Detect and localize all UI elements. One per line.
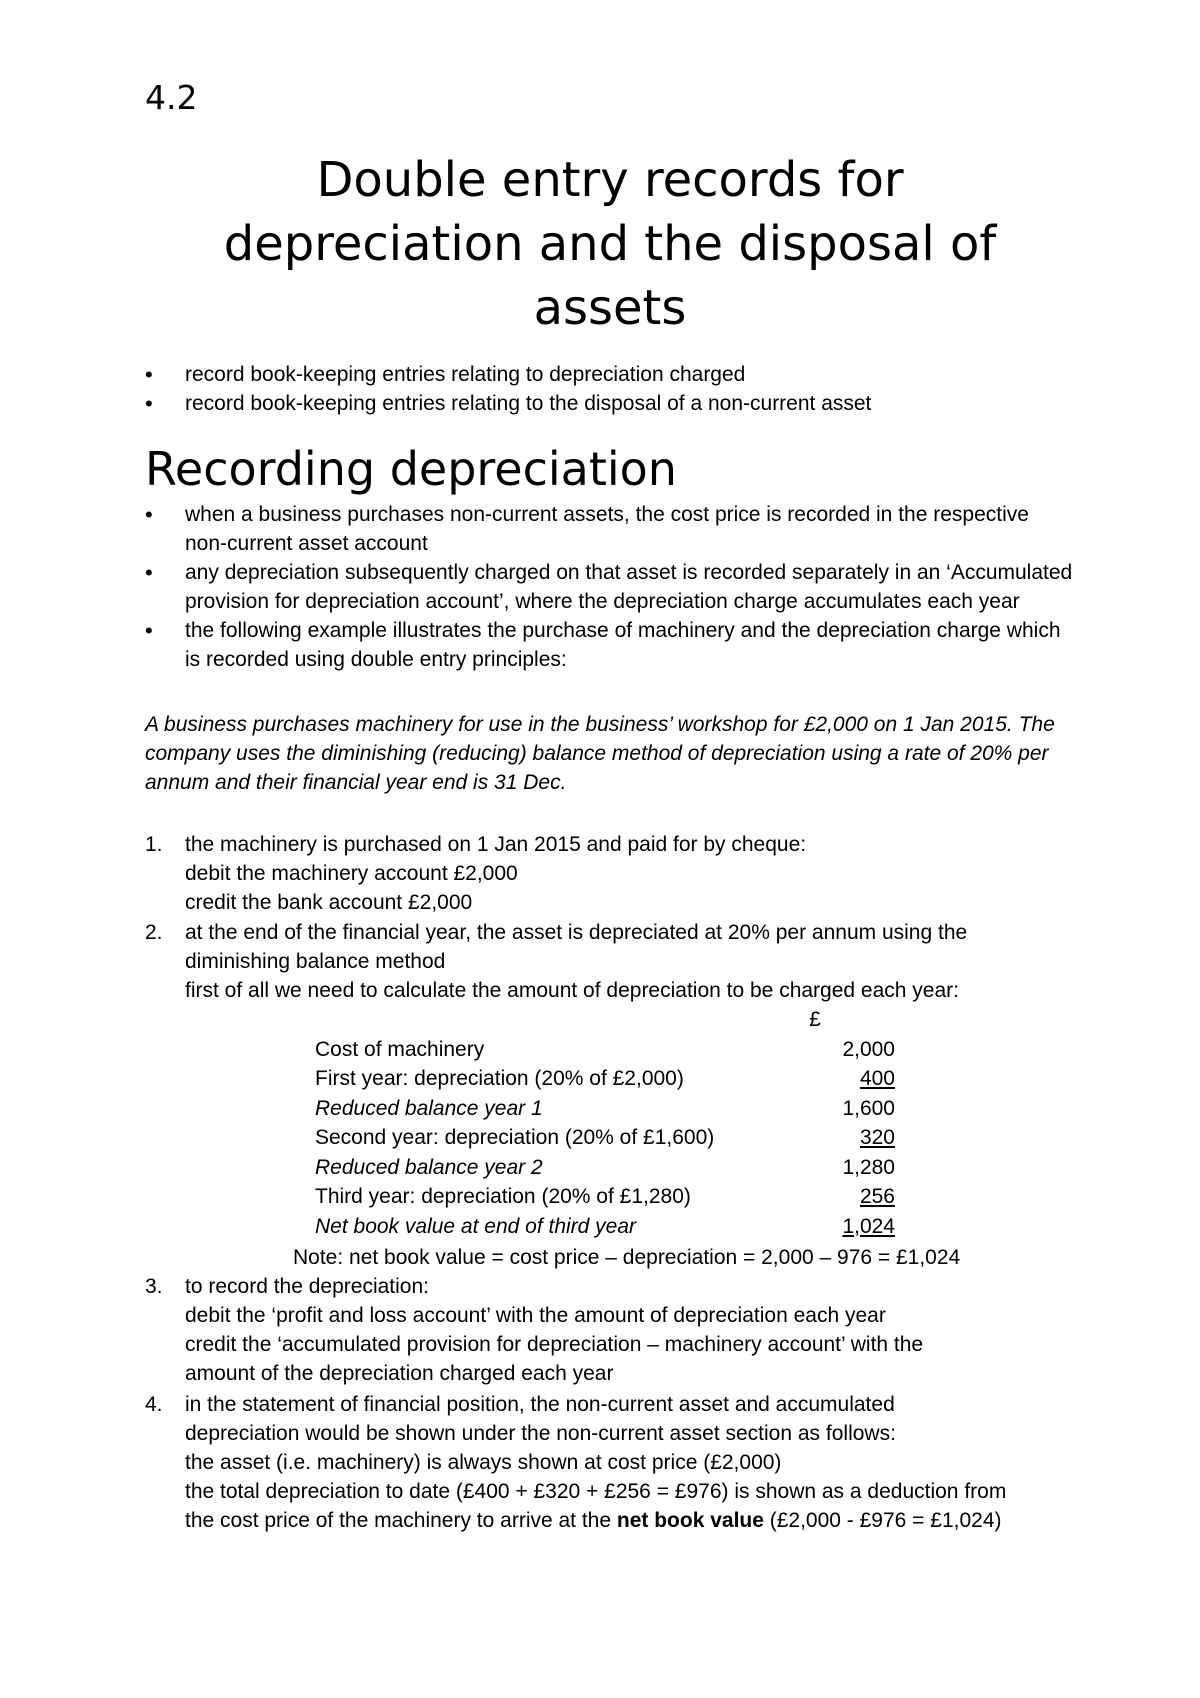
point-item: • when a business purchases non-current assets, the cost price is recorded in the respective non-current asset account	[145, 500, 1075, 558]
step-line: amount of the depreciation charged each year	[185, 1362, 614, 1385]
table-row	[315, 1212, 895, 1242]
step-number: 4.	[145, 1393, 163, 1416]
row-label: First year: depreciation (20% of £2,000)	[315, 1067, 684, 1090]
row-value: 1,024	[842, 1214, 895, 1238]
row-value: 400	[859, 1067, 895, 1090]
step-line: debit the machinery account £2,000	[185, 862, 518, 885]
depreciation-table	[315, 1005, 895, 1241]
row-label: Third year: depreciation (20% of £1,280)	[315, 1185, 691, 1208]
objective-item: • record book-keeping entries relating to the disposal of a non-current asset	[145, 389, 1085, 418]
row-label: Second year: depreciation (20% of £1,600)	[315, 1126, 715, 1149]
step-line: at the end of the financial year, the asset is depreciated at 20% per annum using the	[185, 921, 968, 944]
note-text: Note: net book value = cost price – depreciation = 2,000 – 976 = £1,024	[293, 1246, 961, 1269]
step-line: credit the bank account £2,000	[185, 891, 473, 914]
step-line: first of all we need to calculate the amount of depreciation to be charged each year:	[185, 979, 959, 1002]
step-line: debit the ‘profit and loss account’ with the amount of depreciation each year	[185, 1304, 886, 1327]
currency-header: £	[809, 1008, 821, 1031]
row-value: 320	[859, 1126, 895, 1149]
net-book-value-term: net book value	[616, 1509, 764, 1532]
row-label: Net book value at end of third year	[315, 1214, 637, 1238]
step-line: diminishing balance method	[185, 950, 446, 973]
table-row	[315, 1094, 895, 1124]
step-line: the total depreciation to date (£400 + £320 + £256 = £976) is shown as a deduction from	[185, 1480, 1007, 1503]
row-value: 2,000	[842, 1037, 895, 1061]
point-item: • any depreciation subsequently charged on that asset is recorded separately in an ‘Accumulated provision for depreciation account’, where the depreciation charge accumulates each year	[145, 558, 1075, 616]
step-1	[145, 830, 1095, 917]
step-number: 3.	[145, 1275, 163, 1298]
row-value: 1,280	[842, 1155, 895, 1179]
table-row	[315, 1064, 895, 1094]
section-number: 4.2	[145, 78, 198, 117]
row-label: Reduced balance year 2	[315, 1155, 543, 1179]
step-line: credit the ‘accumulated provision for depreciation – machinery account’ with the	[185, 1333, 924, 1356]
row-value: 1,600	[842, 1096, 895, 1120]
step-2	[145, 918, 1095, 1005]
row-label: Cost of machinery	[315, 1037, 485, 1061]
step-number: 2.	[145, 921, 163, 944]
table-header-row	[315, 1005, 895, 1035]
table-row	[315, 1182, 895, 1212]
section-heading: Recording depreciation	[145, 442, 677, 496]
row-value: 256	[859, 1185, 895, 1208]
step-line: in the statement of financial position, the non-current asset and accumulated	[185, 1393, 895, 1416]
title-line: depreciation and the disposal of	[223, 216, 997, 272]
step-line: the asset (i.e. machinery) is always shown at cost price (£2,000)	[185, 1451, 782, 1474]
objective-item: • record book-keeping entries relating to depreciation charged	[145, 360, 1085, 389]
table-row	[315, 1153, 895, 1183]
step-line: the machinery is purchased on 1 Jan 2015 and paid for by cheque:	[185, 833, 807, 856]
step-line	[185, 1506, 1095, 1535]
table-row	[315, 1123, 895, 1153]
step-3	[145, 1272, 1095, 1388]
step-text: the cost price of the machinery to arrive at the	[185, 1509, 617, 1532]
title-line: assets	[533, 280, 687, 336]
example-text: A business purchases machinery for use in the business’ workshop for £2,000 on 1 Jan 2015. The company uses the diminishing (reducing) balance method of depreciation using a rate of 20% per annum and their financial year end is 31 Dec.	[145, 713, 1055, 794]
step-text: (£2,000 - £976 = £1,024)	[763, 1509, 1002, 1532]
step-4	[145, 1390, 1095, 1535]
points-list	[145, 500, 1075, 674]
row-label: Reduced balance year 1	[315, 1096, 543, 1120]
point-item: • the following example illustrates the purchase of machinery and the depreciation charge which is recorded using double entry principles:	[145, 616, 1075, 674]
step-number: 1.	[145, 833, 163, 856]
table-row	[315, 1035, 895, 1065]
objectives-list	[145, 360, 1085, 418]
page-title	[150, 148, 1070, 340]
step-line: to record the depreciation:	[185, 1275, 429, 1298]
step-line: depreciation would be shown under the non-current asset section as follows:	[185, 1422, 896, 1445]
title-line: Double entry records for	[316, 152, 904, 208]
